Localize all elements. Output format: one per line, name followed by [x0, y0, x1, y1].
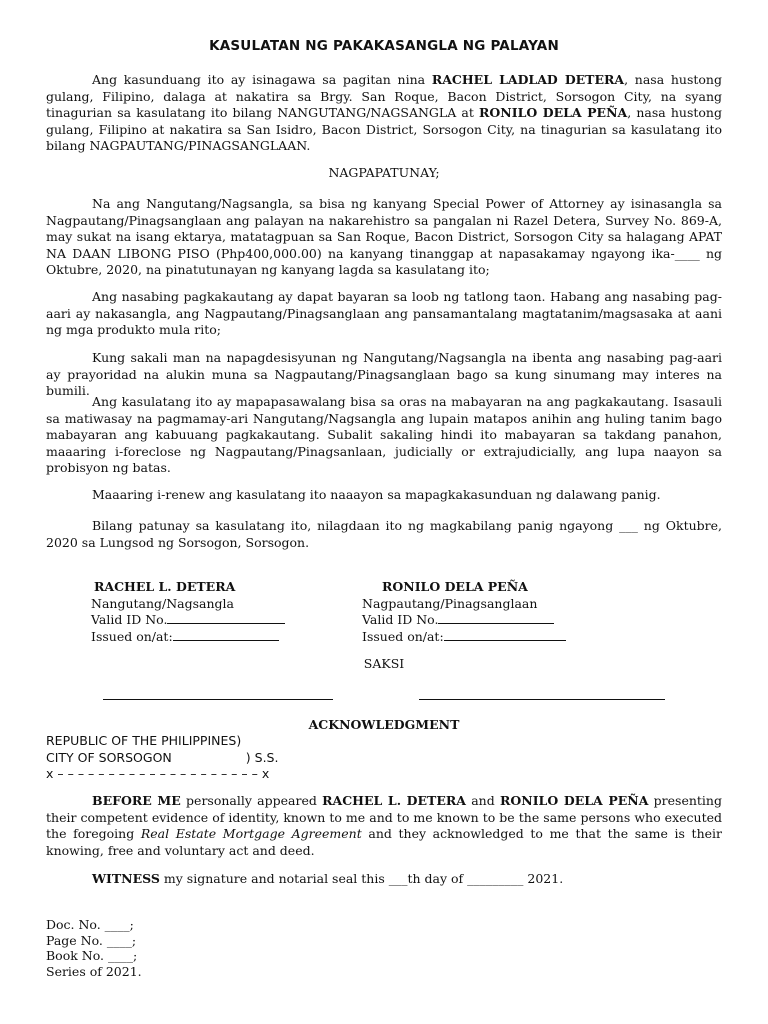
- saksi-heading: SAKSI: [363, 656, 405, 671]
- valid-id-row-left: [91, 612, 285, 629]
- paragraph-payment-terms: Ang nasabing pagkakautang ay dapat bayaran sa loob ng tatlong taon. Habang ang nasabing pag-aari ay nakasangla, ang Nagpautang/Pinagsanglaan ang pansamantalang magtatanim/magsasaka at aani ng mga produkto mula rito;: [46, 289, 722, 337]
- intro-text-3: , nasa hustong gulang, Filipino at nakatira sa San Isidro, Bacon District, Sorsogon City, na tinagurian sa kasulatang ito bilang NAGPAUTANG/PINAGSANGLAAN.: [46, 105, 722, 153]
- signatory-role-left: Nangutang/Nagsangla: [91, 595, 234, 611]
- series: Series of 2021.: [46, 963, 142, 979]
- venue-city-row: [46, 750, 278, 767]
- notarial-register: [46, 917, 142, 979]
- issued-row-right: [362, 629, 566, 646]
- valid-id-label-right: Valid ID No.: [362, 612, 439, 627]
- signatory-name-right: RONILO DELA PEÑA: [382, 579, 528, 594]
- before-me-label: BEFORE ME: [92, 793, 181, 808]
- witness-paragraph: [46, 871, 722, 888]
- venue-city: CITY OF SORSOGON: [46, 749, 172, 765]
- valid-id-label-left: Valid ID No.: [91, 612, 168, 627]
- party-name-ronilo: RONILO DELA PEÑA: [479, 105, 628, 120]
- paragraph-renewal: Maaaring i-renew ang kasulatang ito naaayon sa mapagkakasunduan ng dalawang panig.: [92, 487, 661, 502]
- intro-text-2: , nasa hustong gulang, Filipino, dalaga at nakatira sa Brgy. San Roque, Bacon District, Sorsogon City, na syang tinagurian sa kasulatang ito bilang NANGUTANG/NAGSANGLA at: [46, 72, 722, 120]
- intro-text-1: Ang kasunduang ito ay isinagawa sa pagitan nina: [92, 72, 432, 87]
- page-no: Page No. ____;: [46, 932, 137, 948]
- intro-paragraph: [46, 72, 722, 155]
- paragraph-mortgage-terms: Na ang Nangutang/Nagsangla, sa bisa ng kanyang Special Power of Attorney ay isinasangla sa Nagpautang/Pinagsanglaan ang palayan na nakarehistro sa pangalan ni Razel Detera, Survey No. 869-A, may sukat na isang ektarya, matatagpuan sa San Roque, Bacon District, Sorsogon City sa halagang APAT NA DAAN LIBONG PISO (Php400,000.00) na kanyang tinanggap at napasakamay ngayong ika-____ ng Oktubre, 2020, na pinatutunayan ng kanyang lagda sa kasulatang ito;: [46, 196, 722, 277]
- signature-block-left: [91, 579, 285, 645]
- party-name-rachel: RACHEL LADLAD DETERA: [431, 72, 625, 87]
- issued-label-right: Issued on/at:: [362, 628, 444, 644]
- issued-label-left: Issued on/at:: [91, 628, 173, 644]
- agreement-title-italic: Real Estate Mortgage Agreement: [140, 826, 362, 841]
- valid-id-field-left[interactable]: [167, 612, 285, 624]
- venue-ss: ) S.S.: [245, 749, 279, 765]
- issued-row-left: [91, 629, 285, 646]
- ack-text-4: and they acknowledged to me that the same is their knowing, free and voluntary act and deed.: [46, 826, 722, 858]
- witness-text: my signature and notarial seal this ___th day of _________ 2021.: [159, 871, 564, 886]
- nagpapatunay-heading: NAGPAPATUNAY;: [328, 165, 440, 180]
- signatory-role-right: Nagpautang/Pinagsanglaan: [362, 595, 538, 611]
- signature-block-right: [362, 579, 566, 645]
- valid-id-row-right: [362, 612, 566, 629]
- ack-text-1: personally appeared: [180, 793, 323, 808]
- witness-label: WITNESS: [92, 871, 160, 886]
- ack-text-2: and: [465, 793, 500, 808]
- acknowledgment-heading: ACKNOWLEDGMENT: [308, 717, 460, 732]
- paragraph-right-of-first-refusal: Kung sakali man na napagdesisyunan ng Nangutang/Nagsangla na ibenta ang nasabing pag-aari ay prayoridad na alukin muna sa Nagpautang/Pinagsanglaan bago sa kung sinumang may interes na bumili.: [46, 350, 722, 398]
- signatory-name-left: RACHEL L. DETERA: [94, 579, 236, 594]
- issued-field-left[interactable]: [173, 629, 279, 641]
- witness-signature-line-right[interactable]: [419, 699, 665, 700]
- venue-republic: REPUBLIC OF THE PHILIPPINES): [46, 733, 242, 748]
- paragraph-signing: Bilang patunay sa kasulatang ito, nilagdaan ito ng magkabilang panig ngayong ___ ng Oktubre, 2020 sa Lungsod ng Sorsogon, Sorsogon.: [46, 518, 722, 550]
- document-title: KASULATAN NG PAKAKASANGLA NG PALAYAN: [209, 38, 559, 54]
- ack-name-rachel: RACHEL L. DETERA: [322, 793, 466, 808]
- ack-name-ronilo: RONILO DELA PEÑA: [500, 793, 649, 808]
- acknowledgment-paragraph: [46, 793, 722, 859]
- doc-no: Doc. No. ____;: [46, 917, 134, 932]
- book-no: Book No. ____;: [46, 948, 138, 963]
- paragraph-termination: Ang kasulatang ito ay mapapasawalang bisa sa oras na mabayaran na ang pagkakautang. Isasauli sa matiwasay na pagmamay-ari Nangutang/Nagsangla ang lupain matapos anihin ang huling tanim bago mabayaran ang kabuuang pagkakautang. Subalit sakaling hindi ito mabayaran sa takdang panahon, maaaring i-foreclose ng Nagpautang/Pinagsanlaan, judicially or extrajudicially, ang lupa naayon sa probisyon ng batas.: [46, 394, 722, 475]
- valid-id-field-right[interactable]: [438, 612, 554, 624]
- issued-field-right[interactable]: [444, 629, 566, 641]
- ack-text-3: presenting their competent evidence of identity, known to me and to me known to be the same persons who executed the foregoing: [46, 793, 722, 841]
- venue-divider: x – – – – – – – – – – – – – – – – – – – – x: [46, 766, 270, 781]
- venue-block: [46, 733, 278, 783]
- witness-signature-line-left[interactable]: [103, 699, 333, 700]
